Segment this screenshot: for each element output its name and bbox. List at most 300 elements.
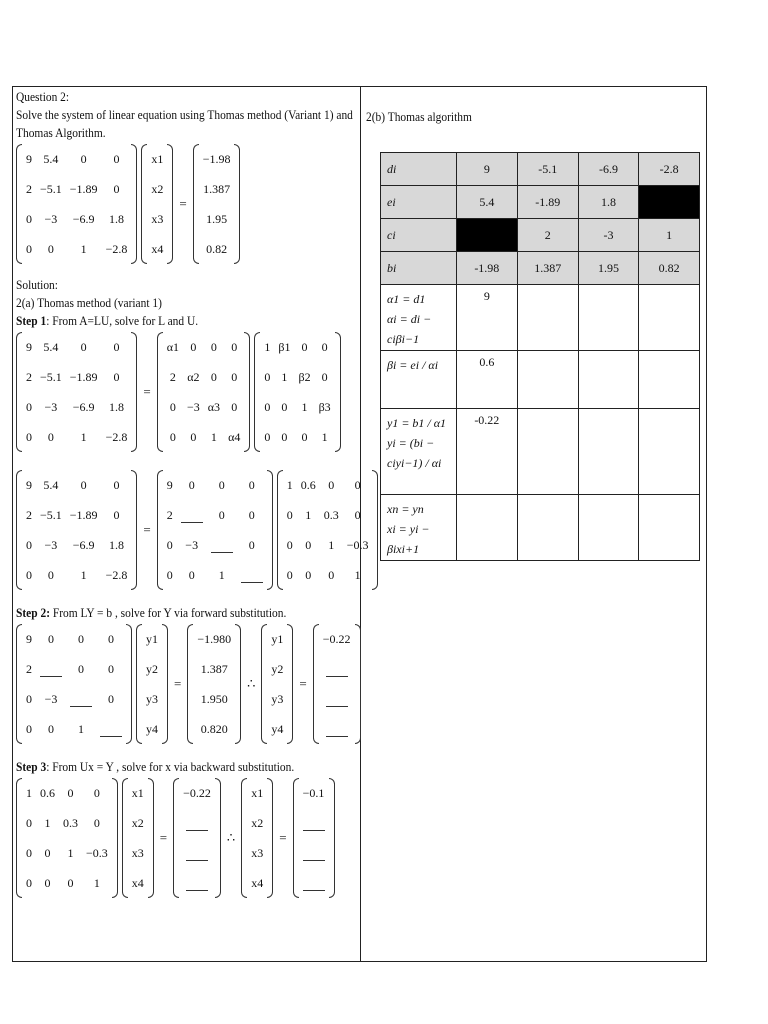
matrix-entry: x3	[151, 211, 164, 226]
equals: =	[143, 384, 151, 399]
matrix-entry: −0.22	[322, 631, 351, 646]
matrix-entry: 0	[47, 241, 54, 256]
matrix-entry: 1	[218, 567, 225, 582]
matrix-entry: 0	[48, 631, 54, 646]
matrix-entry	[207, 530, 237, 560]
matrix-entry	[177, 500, 207, 530]
y-f2: yi = (bi − ciyi−1) / αi	[387, 436, 442, 470]
matrix-entry: α2	[187, 369, 200, 384]
matrix-entry: 0	[108, 631, 114, 646]
matrix-entry: 0	[264, 369, 271, 384]
label-b: bi	[381, 252, 457, 285]
matrix-entry	[179, 868, 215, 898]
matrix-entry: 0	[47, 567, 54, 582]
matrix-entry: 0	[80, 477, 87, 492]
matrix-entry: 0	[113, 369, 120, 384]
matrix-entry: 0	[218, 477, 225, 492]
cell: -1.98	[456, 252, 517, 285]
matrix-entry: 0	[78, 661, 84, 676]
matrix-entry: 0	[80, 339, 87, 354]
matrix-entry: 0	[301, 339, 308, 354]
backward-substitution	[16, 778, 356, 898]
matrix-L-symbolic	[157, 332, 251, 452]
matrix-entry: −0.22	[183, 785, 211, 800]
matrix-entry: 0	[248, 477, 255, 492]
blacked-cell	[639, 186, 700, 219]
matrix-entry: 0	[248, 507, 255, 522]
matrix-entry: y3	[271, 691, 284, 706]
answer-blank[interactable]	[70, 694, 92, 707]
cell: 1.8	[578, 186, 639, 219]
equals: =	[179, 196, 187, 211]
matrix-entry: 0	[231, 369, 238, 384]
matrix-entry: 0	[169, 399, 176, 414]
question-title: Question 2:	[16, 89, 70, 104]
beta-value: 0.6	[456, 351, 517, 409]
equals: =	[299, 676, 307, 691]
matrix-entry: x1	[151, 151, 164, 166]
matrix-entry: x1	[131, 785, 144, 800]
row-beta	[381, 351, 700, 409]
matrix-entry	[96, 714, 126, 744]
matrix-entry: 1	[264, 339, 271, 354]
matrix-U-step3	[16, 778, 118, 898]
matrix-entry: 9	[26, 151, 32, 166]
matrix-entry: y4	[146, 721, 158, 736]
vector-b	[193, 144, 241, 264]
matrix-entry: 0	[264, 399, 271, 414]
vector-y	[136, 624, 168, 744]
matrix-entry: −3	[185, 537, 199, 552]
matrix-entry: β1	[278, 339, 291, 354]
matrix-entry: 1	[93, 875, 100, 890]
matrix-entry: 0	[166, 567, 173, 582]
x-f1: xn = yn	[387, 502, 424, 516]
matrix-entry: y2	[146, 661, 158, 676]
answer-blank[interactable]	[326, 724, 348, 737]
equals: =	[279, 830, 287, 845]
matrix-entry: 1.387	[200, 661, 228, 676]
matrix-entry: α3	[207, 399, 221, 414]
matrix-entry: 2	[26, 661, 32, 676]
matrix-entry: 0	[26, 537, 32, 552]
vector-x-step3	[122, 778, 154, 898]
matrix-entry: 0	[26, 429, 32, 444]
alpha-formula	[381, 285, 457, 351]
matrix-entry: 0	[47, 429, 54, 444]
cell: 9	[456, 153, 517, 186]
matrix-entry: 0.6	[300, 477, 316, 492]
matrix-L-step2	[16, 624, 132, 744]
matrix-entry: 0	[44, 875, 51, 890]
empty-cell	[639, 285, 700, 351]
matrix-entry: 0	[328, 567, 335, 582]
matrix-entry: 0	[166, 537, 173, 552]
cell: 1.387	[517, 252, 578, 285]
empty-cell	[639, 351, 700, 409]
matrix-entry: 0	[321, 339, 328, 354]
matrix-entry: β2	[298, 369, 311, 384]
label-c: ci	[381, 219, 457, 252]
vector-x-answer	[293, 778, 335, 898]
answer-blank[interactable]	[326, 664, 348, 677]
matrix-entry: 0	[188, 567, 195, 582]
answer-blank[interactable]	[326, 694, 348, 707]
solution-title: Solution:	[16, 277, 58, 292]
matrix-A-copy2	[16, 470, 137, 590]
matrix-entry: 0	[354, 507, 361, 522]
answer-blank[interactable]	[186, 818, 208, 831]
matrix-entry: 0	[48, 721, 54, 736]
matrix-entry: α4	[228, 429, 241, 444]
step3-text: : From Ux = Y , solve for x via backward substitution.	[46, 759, 295, 774]
step1-label: Step 1	[16, 313, 47, 328]
matrix-entry	[36, 654, 66, 684]
matrix-entry: −0.3	[346, 537, 369, 552]
thomas-table	[380, 152, 700, 561]
matrix-entry: 0	[67, 785, 74, 800]
matrix-entry: 0	[210, 339, 217, 354]
matrix-entry: 2	[169, 369, 176, 384]
matrix-entry: 5.4	[43, 339, 59, 354]
question-line2: Thomas Algorithm.	[16, 125, 106, 140]
matrix-entry: y3	[146, 691, 158, 706]
matrix-entry: 0	[281, 429, 288, 444]
matrix-entry: −3	[44, 399, 58, 414]
matrix-entry: −1.89	[69, 507, 98, 522]
matrix-entry: y2	[271, 661, 284, 676]
matrix-entry: x2	[251, 815, 264, 830]
x-formula	[381, 495, 457, 561]
matrix-entry: x4	[251, 875, 264, 890]
matrix-entry: 2	[26, 507, 32, 522]
matrix-entry: 0	[26, 211, 32, 226]
answer-blank[interactable]	[303, 848, 325, 861]
step1-heading	[16, 312, 315, 330]
matrix-entry: 0	[354, 477, 361, 492]
matrix-U-symbolic	[254, 332, 340, 452]
matrix-entry: 0	[210, 369, 217, 384]
therefore-symbol: ∴	[247, 676, 256, 691]
matrix-entry: x2	[151, 181, 164, 196]
matrix-entry: −2.8	[105, 241, 128, 256]
matrix-entry: 0	[286, 537, 293, 552]
matrix-entry: −0.3	[86, 845, 108, 860]
matrix-entry: 1	[354, 567, 361, 582]
matrix-entry: β3	[318, 399, 331, 414]
cell: 0.82	[639, 252, 700, 285]
matrix-entry: 0.3	[63, 815, 78, 830]
matrix-entry: 0	[44, 845, 51, 860]
x-f2: xi = yi − βixi+1	[387, 522, 430, 556]
matrix-entry: 0.3	[323, 507, 339, 522]
equals: =	[159, 830, 168, 845]
matrix-entry: 5.4	[43, 151, 59, 166]
question-system	[16, 144, 356, 264]
matrix-entry: 1	[80, 567, 87, 582]
matrix-entry: 1	[26, 785, 32, 800]
matrix-entry: x3	[251, 845, 264, 860]
matrix-entry: 0	[305, 567, 312, 582]
matrix-entry	[66, 684, 96, 714]
matrix-entry: 0	[26, 845, 32, 860]
matrix-entry: −1.89	[69, 181, 98, 196]
empty-cell	[578, 495, 639, 561]
matrix-entry	[179, 808, 215, 838]
matrix-entry: 1	[80, 241, 87, 256]
matrix-entry: x4	[131, 875, 144, 890]
label-d: di	[381, 153, 457, 186]
left-column	[16, 88, 369, 900]
matrix-entry: 0	[218, 507, 225, 522]
matrix-entry: −5.1	[40, 181, 62, 196]
answer-blank[interactable]	[186, 878, 208, 891]
answer-blank[interactable]	[303, 818, 325, 831]
answer-blank[interactable]	[40, 664, 62, 677]
matrix-entry: 9	[26, 477, 32, 492]
part-b-title: 2(b) Thomas algorithm	[366, 109, 472, 124]
matrix-entry	[299, 838, 329, 868]
matrix-entry: 0	[188, 477, 195, 492]
matrix-entry: 0	[190, 339, 197, 354]
matrix-entry: −1.89	[69, 369, 98, 384]
lu-numeric	[16, 470, 369, 590]
matrix-entry: 0	[305, 537, 312, 552]
matrix-entry: 1	[321, 429, 328, 444]
matrix-entry: 0	[231, 399, 238, 414]
row-d	[381, 153, 700, 186]
matrix-entry: 0	[113, 507, 120, 522]
forward-substitution	[16, 624, 356, 744]
cell: 2	[517, 219, 578, 252]
row-b	[381, 252, 700, 285]
empty-cell	[517, 285, 578, 351]
empty-cell	[578, 351, 639, 409]
matrix-entry: 1	[44, 815, 51, 830]
matrix-entry: 1.8	[108, 211, 124, 226]
step2-label: Step 2:	[16, 605, 51, 620]
vector-b-step2	[187, 624, 241, 744]
y-value: -0.22	[456, 409, 517, 495]
empty-cell	[517, 351, 578, 409]
empty-cell	[517, 409, 578, 495]
matrix-entry: 0.6	[40, 785, 55, 800]
matrix-entry: y4	[271, 721, 284, 736]
matrix-entry: 0	[26, 691, 32, 706]
matrix-entry: x4	[151, 241, 164, 256]
therefore-symbol: ∴	[226, 830, 236, 845]
blacked-cell	[456, 219, 517, 252]
answer-blank[interactable]	[181, 510, 203, 523]
answer-blank[interactable]	[303, 878, 325, 891]
matrix-entry: 0	[113, 151, 120, 166]
matrix-U-numeric	[277, 470, 379, 590]
vector-y-answer	[313, 624, 361, 744]
matrix-entry: 1.8	[108, 399, 124, 414]
question-line1: Solve the system of linear equation using Thomas method (Variant 1) and	[16, 107, 353, 122]
y-f1: y1 = b1 / α1	[387, 416, 447, 430]
cell: -6.9	[578, 153, 639, 186]
empty-cell	[639, 495, 700, 561]
matrix-entry: −5.1	[40, 507, 62, 522]
answer-blank[interactable]	[100, 724, 122, 737]
matrix-entry: −2.8	[105, 567, 128, 582]
matrix-entry: 1.8	[108, 537, 124, 552]
matrix-entry	[237, 560, 267, 590]
cell: -5.1	[517, 153, 578, 186]
vector-y-result-label	[261, 624, 293, 744]
matrix-entry: 0	[26, 241, 32, 256]
matrix-entry: 1	[301, 399, 308, 414]
right-column	[366, 108, 702, 561]
matrix-entry	[319, 714, 355, 744]
matrix-entry: 0	[93, 785, 100, 800]
matrix-entry: 0	[321, 369, 328, 384]
matrix-entry: 0	[26, 399, 32, 414]
matrix-entry: 1	[286, 477, 293, 492]
step1-text: : From A=LU, solve for L and U.	[46, 313, 199, 328]
matrix-entry: 0	[286, 507, 293, 522]
matrix-entry: −6.9	[72, 211, 95, 226]
matrix-entry: 0	[26, 567, 32, 582]
vector-x-result-label	[241, 778, 273, 898]
matrix-entry: 0	[301, 429, 308, 444]
matrix-entry: 0.820	[200, 721, 228, 736]
matrix-entry: −3	[44, 211, 58, 226]
matrix-entry: 0	[264, 429, 271, 444]
part-a-title: 2(a) Thomas method (variant 1)	[16, 295, 162, 310]
answer-blank[interactable]	[241, 570, 263, 583]
matrix-entry: 0	[190, 429, 197, 444]
cell: 1	[639, 219, 700, 252]
matrix-entry: y1	[146, 631, 158, 646]
matrix-entry: −1.98	[202, 151, 231, 166]
matrix-entry: 0	[108, 661, 114, 676]
matrix-entry: 1.95	[206, 211, 228, 226]
matrix-entry: −3	[44, 537, 58, 552]
matrix-entry: 0	[169, 429, 176, 444]
cell: 5.4	[456, 186, 517, 219]
matrix-entry: −2.8	[105, 429, 128, 444]
matrix-entry: −3	[186, 399, 200, 414]
matrix-A	[16, 144, 137, 264]
matrix-entry: 0	[113, 181, 120, 196]
alpha-f1: α1 = d1	[387, 292, 426, 306]
matrix-entry: x2	[131, 815, 144, 830]
row-y	[381, 409, 700, 495]
row-x	[381, 495, 700, 561]
matrix-entry: 1	[328, 537, 335, 552]
matrix-entry: 1	[281, 369, 288, 384]
matrix-entry: 1	[305, 507, 312, 522]
matrix-entry: 2	[26, 181, 32, 196]
empty-cell	[456, 495, 517, 561]
matrix-entry: 0	[108, 691, 114, 706]
matrix-entry: 0	[231, 339, 238, 354]
step3-label: Step 3	[16, 759, 47, 774]
row-alpha	[381, 285, 700, 351]
matrix-entry: 1	[80, 429, 87, 444]
matrix-entry: 0	[67, 875, 74, 890]
row-c	[381, 219, 700, 252]
cell: -2.8	[639, 153, 700, 186]
matrix-entry: 0	[248, 537, 255, 552]
matrix-entry	[319, 654, 355, 684]
matrix-entry: −6.9	[72, 399, 95, 414]
step3-heading	[16, 758, 315, 776]
equals: =	[174, 676, 182, 691]
matrix-entry: 0	[26, 721, 32, 736]
matrix-entry: 1.387	[203, 181, 231, 196]
lu-symbolic	[16, 332, 356, 452]
answer-blank[interactable]	[186, 848, 208, 861]
empty-cell	[578, 285, 639, 351]
matrix-entry: 0	[80, 151, 87, 166]
matrix-entry: −0.1	[302, 785, 325, 800]
empty-cell	[517, 495, 578, 561]
y-formula	[381, 409, 457, 495]
matrix-entry: −3	[44, 691, 58, 706]
matrix-entry: 1	[67, 845, 74, 860]
alpha-f2: αi = di − ciβi−1	[387, 312, 432, 346]
beta-formula: βi = ei / αi	[381, 351, 457, 409]
cell: -3	[578, 219, 639, 252]
matrix-entry: 0	[78, 631, 84, 646]
matrix-entry	[299, 868, 329, 898]
matrix-entry: 0	[328, 477, 335, 492]
matrix-A-copy1	[16, 332, 137, 452]
matrix-entry: 9	[166, 477, 173, 492]
cell: -1.89	[517, 186, 578, 219]
matrix-entry: α1	[166, 339, 179, 354]
matrix-entry: 9	[26, 631, 32, 646]
matrix-entry: 2	[166, 507, 173, 522]
matrix-entry: 0	[281, 399, 288, 414]
matrix-entry: 1	[78, 721, 84, 736]
matrix-L-numeric	[157, 470, 273, 590]
matrix-entry: x3	[131, 845, 144, 860]
matrix-entry: y1	[271, 631, 284, 646]
matrix-entry: −1.980	[197, 631, 232, 646]
matrix-entry	[179, 838, 215, 868]
matrix-entry: 9	[26, 339, 32, 354]
matrix-entry: 2	[26, 369, 32, 384]
alpha-value: 9	[456, 285, 517, 351]
row-e	[381, 186, 700, 219]
matrix-entry: 5.4	[43, 477, 59, 492]
step2-text: From LY = b , solve for Y via forward substitution.	[50, 605, 287, 620]
matrix-entry: −6.9	[72, 537, 95, 552]
matrix-entry: 0	[93, 815, 100, 830]
vector-x	[141, 144, 173, 264]
matrix-entry: 1.950	[200, 691, 228, 706]
cell: 1.95	[578, 252, 639, 285]
matrix-entry: 0	[26, 815, 32, 830]
matrix-entry: 0	[113, 339, 120, 354]
label-e: ei	[381, 186, 457, 219]
matrix-entry: 0	[113, 477, 120, 492]
matrix-entry: 1	[210, 429, 217, 444]
matrix-entry: 0.82	[206, 241, 228, 256]
matrix-entry: 0	[286, 567, 293, 582]
matrix-entry: x1	[251, 785, 264, 800]
matrix-entry	[299, 808, 329, 838]
answer-blank[interactable]	[211, 540, 233, 553]
equals: =	[143, 522, 151, 537]
vector-Y-step3	[173, 778, 221, 898]
matrix-entry: 0	[26, 875, 32, 890]
empty-cell	[578, 409, 639, 495]
